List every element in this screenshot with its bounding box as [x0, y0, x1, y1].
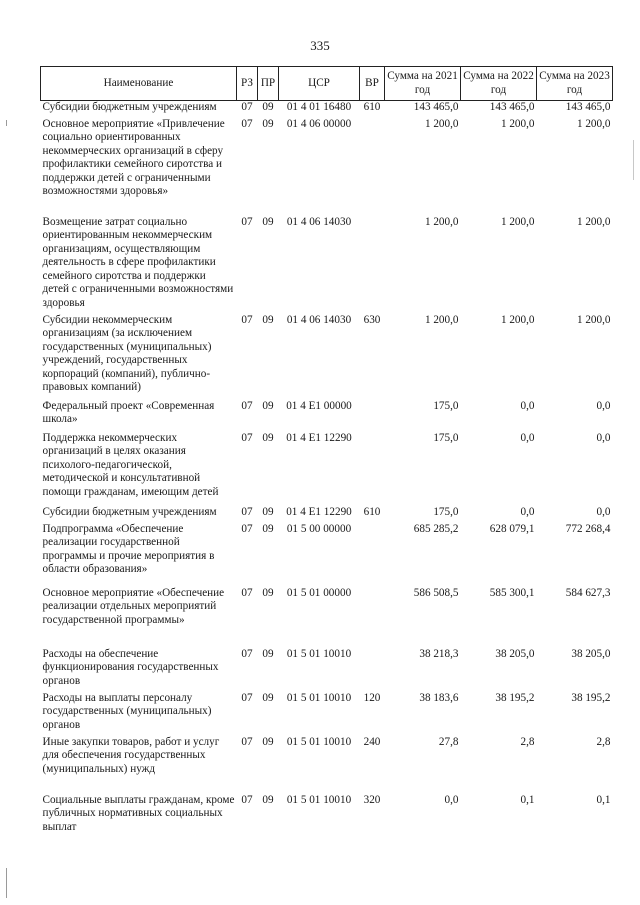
header-sum-2022: Сумма на 2022 год: [461, 67, 537, 101]
header-pr: ПР: [258, 67, 279, 101]
cell-vr: 120: [363, 691, 381, 704]
cell-rz: 07: [241, 215, 253, 228]
cell-sum-2021: 38 218,3: [419, 647, 459, 660]
cell-pr: 09: [262, 735, 274, 748]
cell-sum-2023: 38 205,0: [571, 647, 611, 660]
cell-sum-2022: 38 195,2: [495, 691, 535, 704]
table-row: [41, 736, 613, 794]
cell-sum-2021: 586 508,5: [413, 586, 459, 599]
cell-sum-2022: 0,0: [520, 505, 535, 518]
cell-csr: 01 4 E1 00000: [286, 399, 352, 412]
table-row: [41, 118, 613, 216]
cell-rz: 07: [241, 586, 253, 599]
cell-sum-2022: 1 200,0: [500, 215, 535, 228]
cell-csr: 01 4 06 14030: [286, 215, 352, 228]
table-row: [41, 523, 613, 587]
cell-sum-2022: 628 079,1: [489, 522, 535, 535]
cell-name: Субсидии некоммерческим организациям (за исключением государственных (муниципальных) учреждений, государственных корпораций (компаний), публично-правовых компаний): [42, 313, 212, 394]
cell-sum-2023: 0,0: [596, 505, 611, 518]
cell-sum-2021: 27,8: [438, 735, 459, 748]
cell-name: Возмещение затрат социально ориентированным некоммерческим организациям, осуществляющим деятельность в сфере профилактики семейного сиротства и поддержки детей с ограниченными возможностями здоровья: [42, 215, 234, 310]
cell-csr: 01 5 01 10010: [286, 735, 352, 748]
cell-vr: [360, 587, 385, 648]
cell-sum-2023: 0,0: [596, 399, 611, 412]
cell-csr: 01 5 01 10010: [286, 647, 352, 660]
cell-sum-2021: 38 183,6: [419, 691, 459, 704]
cell-sum-2023: 0,0: [596, 431, 611, 444]
cell-name: Иные закупки товаров, работ и услуг для обеспечения государственных (муниципальных) нужд: [42, 735, 220, 775]
cell-rz: 07: [241, 793, 253, 806]
header-sum-2021: Сумма на 2021 год: [385, 67, 461, 101]
cell-pr: 09: [262, 117, 274, 130]
cell-vr: 320: [363, 793, 381, 806]
cell-sum-2023: 584 627,3: [565, 586, 611, 599]
cell-sum-2021: 1 200,0: [424, 313, 459, 326]
header-name: Наименование: [41, 67, 237, 101]
cell-sum-2021: 685 285,2: [413, 522, 459, 535]
cell-sum-2022: 585 300,1: [489, 586, 535, 599]
table-row: [41, 400, 613, 432]
cell-sum-2023: 1 200,0: [576, 313, 611, 326]
cell-csr: 01 5 01 00000: [286, 586, 352, 599]
cell-csr: 01 4 E1 12290: [286, 431, 352, 444]
cell-name: Социальные выплаты гражданам, кроме публичных нормативных социальных выплат: [42, 793, 235, 833]
cell-name: Основное мероприятие «Привлечение социально ориентированных некоммерческих организаций в сферу профилактики семейного сиротства и поддержки детей с ограниченными возможностями здоровья»: [42, 117, 225, 198]
cell-name: Федеральный проект «Современная школа»: [42, 399, 215, 426]
table-header-row: [41, 67, 613, 101]
header-rz: РЗ: [237, 67, 258, 101]
table-row: [41, 216, 613, 314]
cell-pr: 09: [262, 431, 274, 444]
cell-sum-2022: 143 465,0: [489, 101, 535, 113]
table-row: [41, 314, 613, 400]
cell-name: Поддержка некоммерческих организаций в целях оказания психолого-педагогической, методической и консультативной помощи гражданам, имеющим детей: [42, 431, 219, 498]
table-row: [41, 101, 613, 118]
cell-rz: 07: [241, 691, 253, 704]
cell-name: Расходы на выплаты персоналу государственных (муниципальных) органов: [42, 691, 212, 731]
cell-sum-2022: 2,8: [520, 735, 535, 748]
table-row: [41, 587, 613, 648]
table-row: [41, 432, 613, 506]
header-vr: ВР: [360, 67, 385, 101]
cell-sum-2023: 772 268,4: [565, 522, 611, 535]
cell-sum-2022: 1 200,0: [500, 117, 535, 130]
cell-pr: 09: [262, 101, 274, 113]
header-sum-2023: Сумма на 2023 год: [537, 67, 613, 101]
cell-vr: 630: [363, 313, 381, 326]
cell-pr: 09: [262, 793, 274, 806]
cell-name: Подпрограмма «Обеспечение реализации государственной программы и прочие мероприятия в области образования»: [42, 522, 215, 576]
cell-rz: 07: [241, 313, 253, 326]
scan-mark: [6, 868, 7, 898]
budget-table: [40, 66, 613, 840]
cell-rz: 07: [241, 431, 253, 444]
cell-pr: 09: [262, 691, 274, 704]
table-row: [41, 506, 613, 523]
cell-vr: [360, 432, 385, 506]
cell-sum-2022: 0,1: [520, 793, 535, 806]
cell-name: Расходы на обеспечение функционирования государственных органов: [42, 647, 219, 687]
cell-sum-2022: 0,0: [520, 399, 535, 412]
cell-name: Субсидии бюджетным учреждениям: [42, 505, 217, 518]
cell-rz: 07: [241, 647, 253, 660]
table-row: [41, 794, 613, 840]
cell-sum-2023: 143 465,0: [565, 101, 611, 113]
cell-csr: 01 5 00 00000: [286, 522, 352, 535]
cell-sum-2022: 38 205,0: [495, 647, 535, 660]
cell-sum-2023: 38 195,2: [571, 691, 611, 704]
cell-rz: 07: [241, 735, 253, 748]
cell-rz: 07: [241, 505, 253, 518]
cell-pr: 09: [262, 399, 274, 412]
cell-pr: 09: [262, 505, 274, 518]
cell-pr: 09: [262, 586, 274, 599]
page-number: 335: [310, 38, 330, 53]
table-row: [41, 692, 613, 736]
cell-sum-2023: 1 200,0: [576, 117, 611, 130]
cell-vr: 610: [363, 101, 381, 113]
scan-mark: [633, 140, 634, 180]
cell-sum-2023: 0,1: [596, 793, 611, 806]
cell-vr: [360, 400, 385, 432]
cell-sum-2021: 0,0: [444, 793, 459, 806]
cell-sum-2021: 143 465,0: [413, 101, 459, 113]
cell-rz: 07: [241, 399, 253, 412]
header-csr: ЦСР: [279, 67, 360, 101]
cell-sum-2023: 2,8: [596, 735, 611, 748]
cell-pr: 09: [262, 215, 274, 228]
cell-sum-2022: 1 200,0: [500, 313, 535, 326]
cell-name: Основное мероприятие «Обеспечение реализации отдельных мероприятий государственной программы»: [42, 586, 225, 626]
cell-csr: 01 4 01 16480: [286, 101, 352, 113]
cell-csr: 01 5 01 10010: [286, 793, 352, 806]
cell-sum-2023: 1 200,0: [576, 215, 611, 228]
cell-pr: 09: [262, 647, 274, 660]
cell-rz: 07: [241, 522, 253, 535]
cell-sum-2021: 1 200,0: [424, 117, 459, 130]
cell-sum-2021: 175,0: [433, 431, 459, 444]
table-row: [41, 648, 613, 692]
cell-sum-2021: 175,0: [433, 399, 459, 412]
cell-pr: 09: [262, 522, 274, 535]
cell-vr: [360, 523, 385, 587]
cell-rz: 07: [241, 101, 253, 113]
scan-mark: [6, 120, 7, 126]
cell-csr: 01 4 06 00000: [286, 117, 352, 130]
cell-vr: 610: [363, 505, 381, 518]
cell-csr: 01 4 E1 12290: [286, 505, 352, 518]
cell-pr: 09: [262, 313, 274, 326]
cell-sum-2021: 175,0: [433, 505, 459, 518]
cell-vr: [360, 216, 385, 314]
cell-vr: [360, 118, 385, 216]
cell-csr: 01 5 01 10010: [286, 691, 352, 704]
cell-vr: [360, 648, 385, 692]
cell-sum-2022: 0,0: [520, 431, 535, 444]
cell-rz: 07: [241, 117, 253, 130]
cell-sum-2021: 1 200,0: [424, 215, 459, 228]
cell-vr: 240: [363, 735, 381, 748]
cell-csr: 01 4 06 14030: [286, 313, 352, 326]
cell-name: Субсидии бюджетным учреждениям: [42, 101, 217, 113]
